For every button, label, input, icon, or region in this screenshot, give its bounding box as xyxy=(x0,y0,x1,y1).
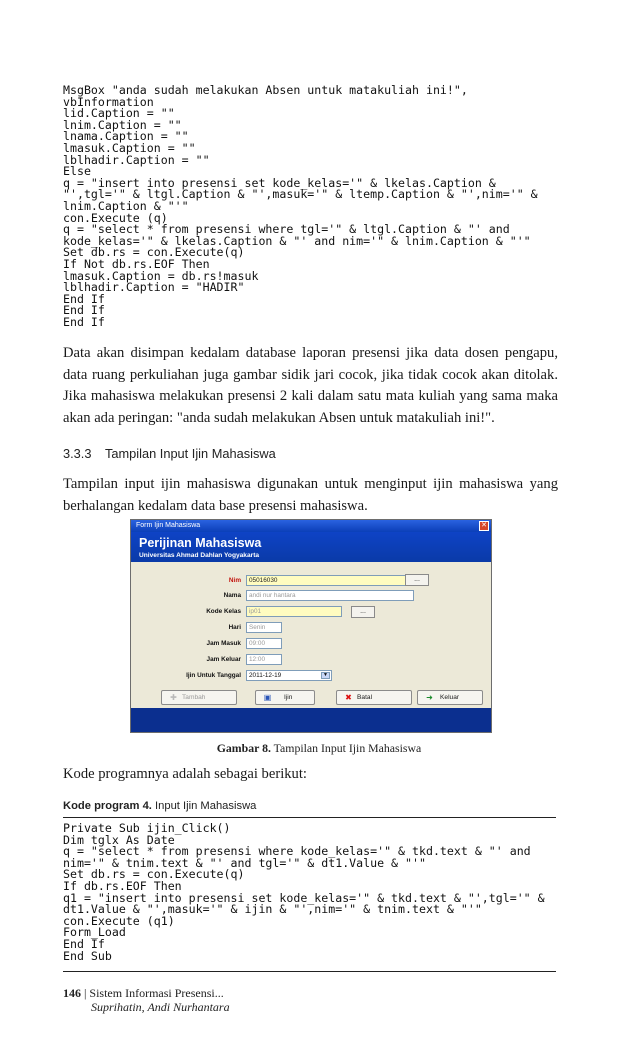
code-line: dt1.Value & "',masuk='" & ijin & "',nim='" & tnim.text & "'" xyxy=(63,902,482,917)
body-paragraph: Tampilan input ijin mahasiswa digunakan untuk menginput ijin mahasiswa yang berhalangan kedalam data base presensi mahasiswa. xyxy=(63,476,558,514)
kode-kelas-field[interactable]: ip01 xyxy=(246,606,342,617)
authors: Suprihatin, Andi Nurhantara xyxy=(91,1000,230,1014)
code-block xyxy=(63,823,545,962)
code-line: con.Execute (q) xyxy=(63,210,168,225)
code-line: End If xyxy=(63,303,105,318)
code-line: "',tgl='" & ltgl.Caption & "',masuk='" & ltemp.Caption & "',nim='" & xyxy=(63,187,538,202)
divider xyxy=(63,971,556,972)
code-line: End If xyxy=(63,291,105,306)
code-line: lmasuk.Caption = db.rs!masuk xyxy=(63,268,259,283)
code-line: lblhadir.Caption = "HADIR" xyxy=(63,280,245,295)
kode-kelas-label: Kode Kelas xyxy=(206,608,241,615)
chevron-down-icon[interactable]: ▼ xyxy=(321,672,330,679)
code-line: nim='" & tnim.text & "' and tgl='" & dt1.Value & "'" xyxy=(63,855,426,870)
form-footer-bar xyxy=(131,708,491,732)
code-line: q = "select * from presensi where tgl='" & ltgl.Caption & "' and xyxy=(63,222,510,237)
form-screenshot xyxy=(130,519,492,733)
code-line: Else xyxy=(63,164,91,179)
page-footer xyxy=(63,986,230,1014)
code-line: Dim tglx As Date xyxy=(63,832,175,847)
code-line: End Sub xyxy=(63,948,112,963)
nim-field[interactable]: 05016030 xyxy=(246,575,414,586)
caption-label: Gambar 8. xyxy=(216,741,271,755)
add-icon: ✚ xyxy=(170,693,177,702)
code-line: Set db.rs = con.Execute(q) xyxy=(63,245,245,260)
close-icon[interactable]: ✕ xyxy=(479,521,489,531)
keluar-label: Keluar xyxy=(440,694,460,701)
code-line: Private Sub ijin_Click() xyxy=(63,821,231,835)
cancel-icon: ✖ xyxy=(345,693,352,702)
ijin-button[interactable] xyxy=(255,690,315,705)
code-line: lid.Caption = "" xyxy=(63,106,175,121)
window-titlebar xyxy=(131,520,491,532)
ijin-tanggal-label: Ijin Untuk Tanggal xyxy=(186,672,241,679)
code-line: lnim.Caption & "'" xyxy=(63,198,189,213)
nim-browse-button[interactable]: ... xyxy=(405,574,429,586)
save-icon: ▣ xyxy=(263,693,272,702)
banner-subtitle: Universitas Ahmad Dahlan Yogyakarta xyxy=(139,552,260,559)
banner-title: Perijinan Mahasiswa xyxy=(139,536,262,550)
code-line: kode_kelas='" & lkelas.Caption & "' and nim='" & lnim.Caption & "'" xyxy=(63,233,531,248)
nama-label: Nama xyxy=(223,592,241,599)
jam-masuk-field[interactable]: 09:00 xyxy=(246,638,282,649)
code-line: MsgBox "anda sudah melakukan Absen untuk matakuliah ini!", xyxy=(63,83,468,97)
footer-separator: | xyxy=(81,986,90,1000)
nama-field[interactable]: andi nur hantara xyxy=(246,590,414,601)
code-line: If Not db.rs.EOF Then xyxy=(63,256,210,271)
jam-keluar-label: Jam Keluar xyxy=(206,656,241,663)
kode-kelas-browse-button[interactable]: ... xyxy=(351,606,375,618)
tambah-button[interactable] xyxy=(161,690,237,705)
code-caption-label: Kode program 4. xyxy=(63,800,152,812)
code-line: lmasuk.Caption = "" xyxy=(63,140,196,155)
section-heading xyxy=(63,446,276,461)
code-block xyxy=(63,85,538,328)
code-caption-text: Input Ijin Mahasiswa xyxy=(151,800,257,812)
code-line: q1 = "insert into presensi set kode_kelas='" & tkd.text & "',tgl='" & xyxy=(63,890,545,905)
nim-label: Nim xyxy=(228,577,241,584)
divider xyxy=(63,817,556,818)
code-line: End If xyxy=(63,936,105,951)
ijin-tanggal-value: 2011-12-19 xyxy=(249,672,282,679)
jam-keluar-field[interactable]: 12:00 xyxy=(246,654,282,665)
caption-text: Tampilan Input Ijin Mahasiswa xyxy=(270,741,422,755)
jam-masuk-label: Jam Masuk xyxy=(206,640,241,647)
section-title: Tampilan Input Ijin Mahasiswa xyxy=(105,446,276,461)
exit-icon: ➜ xyxy=(426,693,433,702)
code-line: lnama.Caption = "" xyxy=(63,129,189,144)
batal-label: Batal xyxy=(357,694,373,701)
ijin-tanggal-picker[interactable] xyxy=(246,670,332,681)
page-number: 146 xyxy=(63,986,81,1000)
form-body xyxy=(131,562,491,708)
code-line: End If xyxy=(63,314,105,329)
batal-button[interactable] xyxy=(336,690,412,705)
code-line: con.Execute (q1) xyxy=(63,913,175,928)
code-line: q = "insert into presensi set kode_kelas='" & lkelas.Caption & xyxy=(63,175,496,190)
code-line: If db.rs.EOF Then xyxy=(63,878,182,893)
form-banner xyxy=(131,532,491,562)
hari-field[interactable]: Senin xyxy=(246,622,282,633)
tambah-label: Tambah xyxy=(182,694,206,701)
code-caption xyxy=(63,800,256,812)
code-line: lblhadir.Caption = "" xyxy=(63,152,210,167)
ijin-label: Ijin xyxy=(284,694,293,701)
keluar-button[interactable] xyxy=(417,690,483,705)
section-number: 3.3.3 xyxy=(63,446,92,461)
code-line: Form_Load xyxy=(63,925,126,940)
body-paragraph: Kode programnya adalah sebagai berikut: xyxy=(63,766,307,782)
window-title: Form Ijin Mahasiswa xyxy=(136,522,201,529)
hari-label: Hari xyxy=(228,624,241,631)
code-line: q = "select * from presensi where kode_kelas='" & tkd.text & "' and xyxy=(63,844,531,859)
body-paragraph: Data akan disimpan kedalam database laporan presensi jika data dosen pengapu, data ruang perkuliahan juga gambar sidik jari cocok, jika tidak cocok akan ditolak. Jika mahasiswa melakukan presensi 2 kali dalam satu mata kuliah yang sama maka akan ada peringan: "anda sudah melakukan Absen untuk matakuliah ini!". xyxy=(63,345,558,426)
book-title: Sistem Informasi Presensi... xyxy=(89,986,224,1000)
code-line: lnim.Caption = "" xyxy=(63,117,182,132)
code-line: Set db.rs = con.Execute(q) xyxy=(63,867,245,882)
code-line: vbInformation xyxy=(63,94,154,109)
figure-caption xyxy=(0,741,638,756)
